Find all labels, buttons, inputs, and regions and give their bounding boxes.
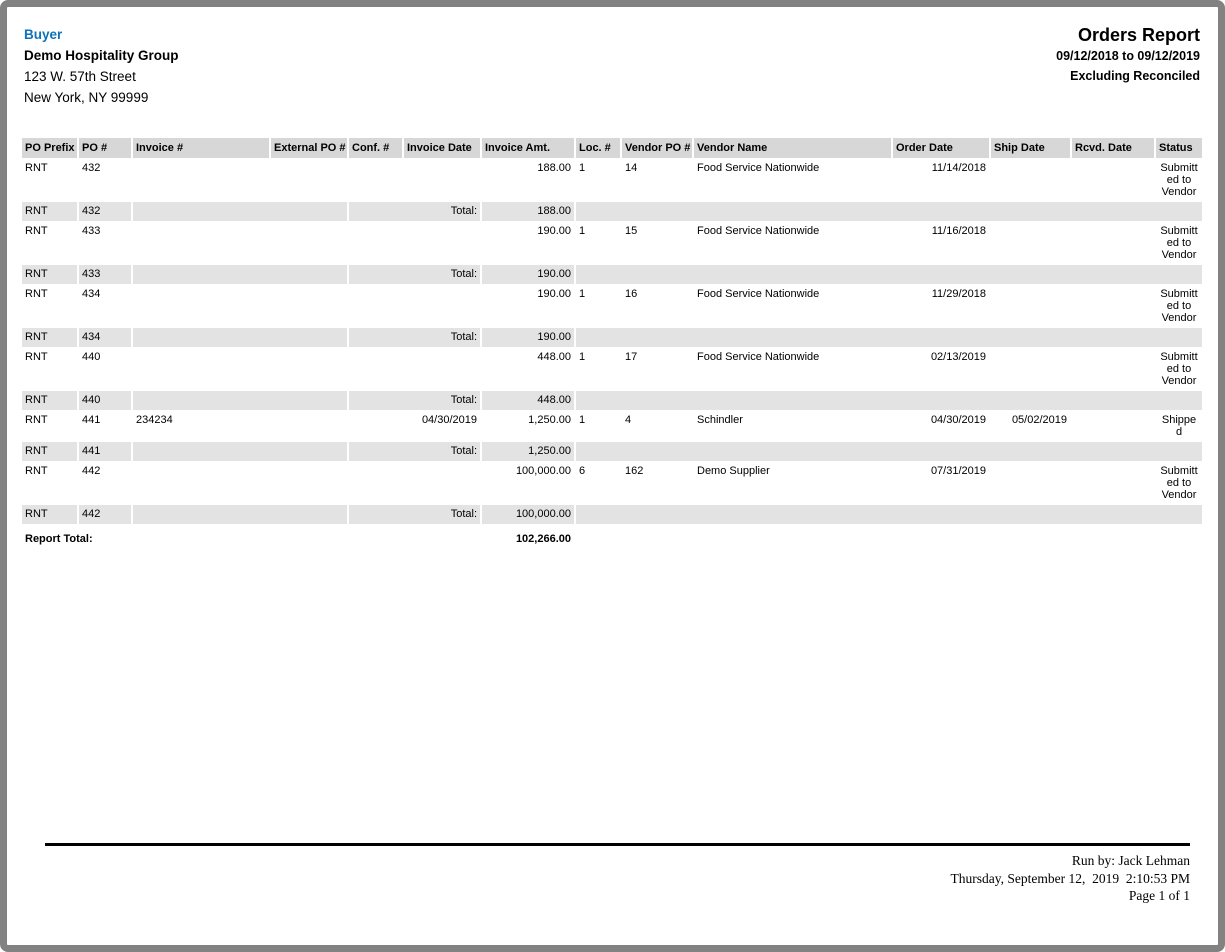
group-total-row	[22, 442, 1202, 461]
table-header-row	[22, 138, 1202, 158]
cell-invoice-date	[404, 159, 480, 201]
column-header-rcvd-date: Rcvd. Date	[1072, 138, 1154, 158]
cell-location-number: 1	[576, 348, 620, 390]
total-amount: 1,250.00	[482, 442, 574, 461]
cell-received-date	[1072, 411, 1154, 441]
cell-invoice-number	[133, 222, 269, 264]
cell-ship-date	[991, 285, 1070, 327]
company-address-line1: 123 W. 57th Street	[24, 69, 136, 84]
report-total-row	[22, 525, 1202, 548]
total-po-prefix: RNT	[22, 505, 77, 524]
cell-po-prefix: RNT	[22, 462, 77, 504]
total-po-prefix: RNT	[22, 202, 77, 221]
cell-vendor-name: Food Service Nationwide	[694, 222, 891, 264]
cell-vendor-name: Food Service Nationwide	[694, 348, 891, 390]
cell-po-number: 442	[79, 462, 131, 504]
cell-ship-date	[991, 159, 1070, 201]
cell-conf-number	[349, 411, 402, 441]
cell-vendor-po: 4	[622, 411, 692, 441]
cell-po-number: 434	[79, 285, 131, 327]
group-total-row	[22, 391, 1202, 410]
cell-po-number: 440	[79, 348, 131, 390]
cell-ship-date	[991, 222, 1070, 264]
cell-order-date: 07/31/2019	[893, 462, 989, 504]
total-label: Total:	[349, 505, 480, 524]
total-amount: 190.00	[482, 265, 574, 284]
cell-po-prefix: RNT	[22, 222, 77, 264]
total-label: Total:	[349, 265, 480, 284]
group-total-row	[22, 265, 1202, 284]
cell-invoice-number	[133, 348, 269, 390]
cell-po-prefix: RNT	[22, 285, 77, 327]
cell-invoice-date	[404, 348, 480, 390]
cell-conf-number	[349, 222, 402, 264]
cell-location-number: 1	[576, 222, 620, 264]
cell-vendor-name: Food Service Nationwide	[694, 285, 891, 327]
total-po-prefix: RNT	[22, 328, 77, 347]
column-header-status: Status	[1156, 138, 1202, 158]
cell-received-date	[1072, 159, 1154, 201]
cell-vendor-po: 16	[622, 285, 692, 327]
total-po-number: 434	[79, 328, 131, 347]
cell-invoice-amount: 1,250.00	[482, 411, 574, 441]
cell-invoice-amount: 448.00	[482, 348, 574, 390]
total-po-prefix: RNT	[22, 265, 77, 284]
cell-order-date: 11/29/2018	[893, 285, 989, 327]
cell-external-po	[271, 462, 347, 504]
column-header-loc: Loc. #	[576, 138, 620, 158]
cell-conf-number	[349, 462, 402, 504]
order-detail-row	[22, 222, 1202, 264]
cell-conf-number	[349, 348, 402, 390]
cell-status: Submitted to Vendor	[1156, 348, 1202, 390]
total-po-prefix: RNT	[22, 442, 77, 461]
report-filter-note: Excluding Reconciled	[1070, 69, 1200, 83]
total-po-prefix: RNT	[22, 391, 77, 410]
footer-datetime: Thursday, September 12, 2019 2:10:53 PM	[950, 870, 1190, 886]
cell-order-date: 04/30/2019	[893, 411, 989, 441]
report-header	[7, 7, 1218, 108]
column-header-invoice: Invoice #	[133, 138, 269, 158]
cell-received-date	[1072, 285, 1154, 327]
cell-po-prefix: RNT	[22, 159, 77, 201]
cell-ship-date	[991, 348, 1070, 390]
cell-po-number: 432	[79, 159, 131, 201]
cell-vendor-po: 15	[622, 222, 692, 264]
cell-received-date	[1072, 222, 1154, 264]
cell-invoice-amount: 188.00	[482, 159, 574, 201]
total-amount: 188.00	[482, 202, 574, 221]
cell-external-po	[271, 159, 347, 201]
order-detail-row	[22, 411, 1202, 441]
cell-external-po	[271, 285, 347, 327]
cell-ship-date	[991, 462, 1070, 504]
cell-order-date: 11/14/2018	[893, 159, 989, 201]
column-header-po: PO #	[79, 138, 131, 158]
total-label: Total:	[349, 202, 480, 221]
order-detail-row	[22, 348, 1202, 390]
buyer-label: Buyer	[24, 27, 63, 42]
cell-vendor-name: Demo Supplier	[694, 462, 891, 504]
column-header-vendor-po: Vendor PO #	[622, 138, 692, 158]
cell-invoice-number	[133, 285, 269, 327]
company-block	[24, 24, 179, 108]
total-label: Total:	[349, 391, 480, 410]
report-title: Orders Report	[1077, 25, 1200, 45]
cell-status: Submitted to Vendor	[1156, 462, 1202, 504]
group-total-row	[22, 328, 1202, 347]
cell-invoice-number	[133, 159, 269, 201]
cell-location-number: 1	[576, 159, 620, 201]
footer-page-number: Page 1 of 1	[1128, 888, 1190, 903]
total-po-number: 433	[79, 265, 131, 284]
order-detail-row	[22, 285, 1202, 327]
cell-received-date	[1072, 462, 1154, 504]
report-footer	[45, 843, 1190, 905]
cell-invoice-number	[133, 462, 269, 504]
order-detail-row	[22, 159, 1202, 201]
cell-po-prefix: RNT	[22, 348, 77, 390]
total-po-number: 440	[79, 391, 131, 410]
cell-location-number: 6	[576, 462, 620, 504]
cell-conf-number	[349, 285, 402, 327]
cell-location-number: 1	[576, 411, 620, 441]
column-header-vendor-name: Vendor Name	[694, 138, 891, 158]
report-total-label: Report Total:	[22, 525, 480, 548]
cell-invoice-date: 04/30/2019	[404, 411, 480, 441]
group-total-row	[22, 202, 1202, 221]
cell-order-date: 11/16/2018	[893, 222, 989, 264]
cell-location-number: 1	[576, 285, 620, 327]
column-header-ship-date: Ship Date	[991, 138, 1070, 158]
column-header-po-prefix: PO Prefix	[22, 138, 77, 158]
orders-table	[20, 137, 1204, 549]
cell-ship-date: 05/02/2019	[991, 411, 1070, 441]
cell-invoice-amount: 190.00	[482, 222, 574, 264]
order-detail-row	[22, 462, 1202, 504]
cell-status: Shipped	[1156, 411, 1202, 441]
cell-status: Submitted to Vendor	[1156, 159, 1202, 201]
cell-conf-number	[349, 159, 402, 201]
cell-po-prefix: RNT	[22, 411, 77, 441]
cell-vendor-name: Schindler	[694, 411, 891, 441]
cell-status: Submitted to Vendor	[1156, 222, 1202, 264]
cell-status: Submitted to Vendor	[1156, 285, 1202, 327]
total-amount: 100,000.00	[482, 505, 574, 524]
cell-po-number: 433	[79, 222, 131, 264]
total-po-number: 442	[79, 505, 131, 524]
cell-po-number: 441	[79, 411, 131, 441]
report-total-value: 102,266.00	[482, 525, 574, 548]
column-header-invoice-amt: Invoice Amt.	[482, 138, 574, 158]
cell-invoice-date	[404, 222, 480, 264]
cell-external-po	[271, 411, 347, 441]
total-amount: 448.00	[482, 391, 574, 410]
cell-invoice-date	[404, 285, 480, 327]
cell-external-po	[271, 222, 347, 264]
company-name: Demo Hospitality Group	[24, 48, 179, 63]
company-address-line2: New York, NY 99999	[24, 90, 149, 105]
cell-invoice-number: 234234	[133, 411, 269, 441]
cell-vendor-name: Food Service Nationwide	[694, 159, 891, 201]
cell-vendor-po: 162	[622, 462, 692, 504]
footer-run-by: Run by: Jack Lehman	[1071, 853, 1190, 868]
cell-vendor-po: 14	[622, 159, 692, 201]
cell-order-date: 02/13/2019	[893, 348, 989, 390]
cell-vendor-po: 17	[622, 348, 692, 390]
column-header-conf: Conf. #	[349, 138, 402, 158]
total-label: Total:	[349, 442, 480, 461]
total-label: Total:	[349, 328, 480, 347]
cell-invoice-amount: 100,000.00	[482, 462, 574, 504]
cell-invoice-amount: 190.00	[482, 285, 574, 327]
total-amount: 190.00	[482, 328, 574, 347]
title-block	[1056, 24, 1200, 86]
total-po-number: 441	[79, 442, 131, 461]
cell-invoice-date	[404, 462, 480, 504]
column-header-order-date: Order Date	[893, 138, 989, 158]
column-header-external-po: External PO #	[271, 138, 347, 158]
cell-external-po	[271, 348, 347, 390]
column-header-invoice-date: Invoice Date	[404, 138, 480, 158]
total-po-number: 432	[79, 202, 131, 221]
report-date-range: 09/12/2018 to 09/12/2019	[1056, 49, 1200, 63]
cell-received-date	[1072, 348, 1154, 390]
group-total-row	[22, 505, 1202, 524]
